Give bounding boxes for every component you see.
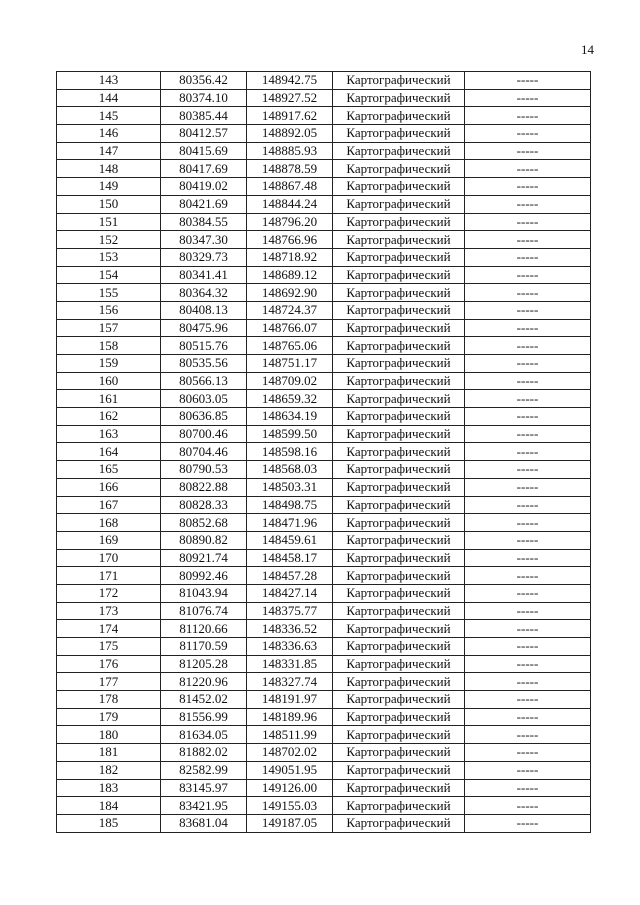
x-coordinate-cell: 80421.69 bbox=[161, 195, 247, 213]
y-coordinate-cell: 148765.06 bbox=[247, 337, 333, 355]
x-coordinate-cell: 81205.28 bbox=[161, 655, 247, 673]
accuracy-cell: ----- bbox=[465, 461, 591, 479]
table-row bbox=[57, 195, 591, 213]
point-number-cell: 170 bbox=[57, 549, 161, 567]
point-number-cell: 176 bbox=[57, 655, 161, 673]
accuracy-cell: ----- bbox=[465, 89, 591, 107]
accuracy-cell: ----- bbox=[465, 301, 591, 319]
table-row bbox=[57, 178, 591, 196]
y-coordinate-cell: 148892.05 bbox=[247, 125, 333, 143]
point-number-cell: 181 bbox=[57, 744, 161, 762]
y-coordinate-cell: 148459.61 bbox=[247, 531, 333, 549]
table-row bbox=[57, 372, 591, 390]
point-number-cell: 172 bbox=[57, 584, 161, 602]
accuracy-cell: ----- bbox=[465, 797, 591, 815]
method-cell: Картографический bbox=[333, 814, 465, 832]
accuracy-cell: ----- bbox=[465, 142, 591, 160]
method-cell: Картографический bbox=[333, 673, 465, 691]
method-cell: Картографический bbox=[333, 549, 465, 567]
y-coordinate-cell: 148457.28 bbox=[247, 567, 333, 585]
y-coordinate-cell: 148327.74 bbox=[247, 673, 333, 691]
accuracy-cell: ----- bbox=[465, 319, 591, 337]
accuracy-cell: ----- bbox=[465, 691, 591, 709]
point-number-cell: 175 bbox=[57, 638, 161, 656]
y-coordinate-cell: 148766.96 bbox=[247, 231, 333, 249]
y-coordinate-cell: 148511.99 bbox=[247, 726, 333, 744]
x-coordinate-cell: 80535.56 bbox=[161, 355, 247, 373]
table-row bbox=[57, 478, 591, 496]
y-coordinate-cell: 148471.96 bbox=[247, 514, 333, 532]
x-coordinate-cell: 80412.57 bbox=[161, 125, 247, 143]
coordinates-table-body bbox=[57, 72, 591, 833]
point-number-cell: 179 bbox=[57, 708, 161, 726]
x-coordinate-cell: 80329.73 bbox=[161, 248, 247, 266]
accuracy-cell: ----- bbox=[465, 708, 591, 726]
accuracy-cell: ----- bbox=[465, 779, 591, 797]
accuracy-cell: ----- bbox=[465, 496, 591, 514]
accuracy-cell: ----- bbox=[465, 107, 591, 125]
y-coordinate-cell: 148568.03 bbox=[247, 461, 333, 479]
accuracy-cell: ----- bbox=[465, 337, 591, 355]
point-number-cell: 152 bbox=[57, 231, 161, 249]
x-coordinate-cell: 80852.68 bbox=[161, 514, 247, 532]
x-coordinate-cell: 80566.13 bbox=[161, 372, 247, 390]
table-row bbox=[57, 814, 591, 832]
x-coordinate-cell: 81220.96 bbox=[161, 673, 247, 691]
x-coordinate-cell: 82582.99 bbox=[161, 761, 247, 779]
point-number-cell: 166 bbox=[57, 478, 161, 496]
table-row bbox=[57, 549, 591, 567]
method-cell: Картографический bbox=[333, 496, 465, 514]
method-cell: Картографический bbox=[333, 461, 465, 479]
point-number-cell: 171 bbox=[57, 567, 161, 585]
point-number-cell: 184 bbox=[57, 797, 161, 815]
table-row bbox=[57, 496, 591, 514]
method-cell: Картографический bbox=[333, 319, 465, 337]
accuracy-cell: ----- bbox=[465, 514, 591, 532]
y-coordinate-cell: 148702.02 bbox=[247, 744, 333, 762]
method-cell: Картографический bbox=[333, 248, 465, 266]
y-coordinate-cell: 148191.97 bbox=[247, 691, 333, 709]
table-row bbox=[57, 89, 591, 107]
x-coordinate-cell: 80415.69 bbox=[161, 142, 247, 160]
method-cell: Картографический bbox=[333, 284, 465, 302]
method-cell: Картографический bbox=[333, 390, 465, 408]
method-cell: Картографический bbox=[333, 107, 465, 125]
x-coordinate-cell: 81452.02 bbox=[161, 691, 247, 709]
x-coordinate-cell: 81634.05 bbox=[161, 726, 247, 744]
x-coordinate-cell: 80828.33 bbox=[161, 496, 247, 514]
method-cell: Картографический bbox=[333, 620, 465, 638]
point-number-cell: 174 bbox=[57, 620, 161, 638]
y-coordinate-cell: 148867.48 bbox=[247, 178, 333, 196]
method-cell: Картографический bbox=[333, 408, 465, 426]
method-cell: Картографический bbox=[333, 72, 465, 90]
y-coordinate-cell: 148336.63 bbox=[247, 638, 333, 656]
accuracy-cell: ----- bbox=[465, 178, 591, 196]
x-coordinate-cell: 80992.46 bbox=[161, 567, 247, 585]
method-cell: Картографический bbox=[333, 761, 465, 779]
method-cell: Картографический bbox=[333, 514, 465, 532]
accuracy-cell: ----- bbox=[465, 531, 591, 549]
accuracy-cell: ----- bbox=[465, 248, 591, 266]
y-coordinate-cell: 148427.14 bbox=[247, 584, 333, 602]
accuracy-cell: ----- bbox=[465, 638, 591, 656]
point-number-cell: 143 bbox=[57, 72, 161, 90]
table-row bbox=[57, 514, 591, 532]
point-number-cell: 148 bbox=[57, 160, 161, 178]
point-number-cell: 155 bbox=[57, 284, 161, 302]
y-coordinate-cell: 148927.52 bbox=[247, 89, 333, 107]
accuracy-cell: ----- bbox=[465, 125, 591, 143]
point-number-cell: 158 bbox=[57, 337, 161, 355]
accuracy-cell: ----- bbox=[465, 602, 591, 620]
y-coordinate-cell: 148331.85 bbox=[247, 655, 333, 673]
table-row bbox=[57, 355, 591, 373]
table-row bbox=[57, 266, 591, 284]
point-number-cell: 144 bbox=[57, 89, 161, 107]
table-row bbox=[57, 620, 591, 638]
y-coordinate-cell: 148189.96 bbox=[247, 708, 333, 726]
point-number-cell: 147 bbox=[57, 142, 161, 160]
table-row bbox=[57, 567, 591, 585]
table-row bbox=[57, 425, 591, 443]
accuracy-cell: ----- bbox=[465, 549, 591, 567]
point-number-cell: 151 bbox=[57, 213, 161, 231]
x-coordinate-cell: 80364.32 bbox=[161, 284, 247, 302]
x-coordinate-cell: 83681.04 bbox=[161, 814, 247, 832]
point-number-cell: 145 bbox=[57, 107, 161, 125]
accuracy-cell: ----- bbox=[465, 390, 591, 408]
table-row bbox=[57, 107, 591, 125]
point-number-cell: 159 bbox=[57, 355, 161, 373]
accuracy-cell: ----- bbox=[465, 443, 591, 461]
point-number-cell: 167 bbox=[57, 496, 161, 514]
accuracy-cell: ----- bbox=[465, 726, 591, 744]
y-coordinate-cell: 148458.17 bbox=[247, 549, 333, 567]
x-coordinate-cell: 80385.44 bbox=[161, 107, 247, 125]
y-coordinate-cell: 148689.12 bbox=[247, 266, 333, 284]
point-number-cell: 149 bbox=[57, 178, 161, 196]
method-cell: Картографический bbox=[333, 178, 465, 196]
x-coordinate-cell: 83145.97 bbox=[161, 779, 247, 797]
y-coordinate-cell: 148599.50 bbox=[247, 425, 333, 443]
accuracy-cell: ----- bbox=[465, 372, 591, 390]
method-cell: Картографический bbox=[333, 89, 465, 107]
method-cell: Картографический bbox=[333, 301, 465, 319]
accuracy-cell: ----- bbox=[465, 160, 591, 178]
accuracy-cell: ----- bbox=[465, 673, 591, 691]
accuracy-cell: ----- bbox=[465, 814, 591, 832]
coordinates-table bbox=[56, 71, 591, 833]
method-cell: Картографический bbox=[333, 337, 465, 355]
method-cell: Картографический bbox=[333, 125, 465, 143]
point-number-cell: 157 bbox=[57, 319, 161, 337]
point-number-cell: 173 bbox=[57, 602, 161, 620]
method-cell: Картографический bbox=[333, 638, 465, 656]
method-cell: Картографический bbox=[333, 372, 465, 390]
x-coordinate-cell: 80704.46 bbox=[161, 443, 247, 461]
point-number-cell: 165 bbox=[57, 461, 161, 479]
table-row bbox=[57, 248, 591, 266]
x-coordinate-cell: 80603.05 bbox=[161, 390, 247, 408]
y-coordinate-cell: 148503.31 bbox=[247, 478, 333, 496]
accuracy-cell: ----- bbox=[465, 284, 591, 302]
y-coordinate-cell: 148917.62 bbox=[247, 107, 333, 125]
x-coordinate-cell: 81556.99 bbox=[161, 708, 247, 726]
table-row bbox=[57, 584, 591, 602]
x-coordinate-cell: 80475.96 bbox=[161, 319, 247, 337]
x-coordinate-cell: 80890.82 bbox=[161, 531, 247, 549]
method-cell: Картографический bbox=[333, 655, 465, 673]
x-coordinate-cell: 81170.59 bbox=[161, 638, 247, 656]
table-row bbox=[57, 761, 591, 779]
table-row bbox=[57, 408, 591, 426]
table-row bbox=[57, 319, 591, 337]
y-coordinate-cell: 149051.95 bbox=[247, 761, 333, 779]
point-number-cell: 185 bbox=[57, 814, 161, 832]
method-cell: Картографический bbox=[333, 160, 465, 178]
table-row bbox=[57, 655, 591, 673]
point-number-cell: 154 bbox=[57, 266, 161, 284]
point-number-cell: 156 bbox=[57, 301, 161, 319]
table-row bbox=[57, 673, 591, 691]
y-coordinate-cell: 148885.93 bbox=[247, 142, 333, 160]
table-row bbox=[57, 638, 591, 656]
accuracy-cell: ----- bbox=[465, 620, 591, 638]
y-coordinate-cell: 148878.59 bbox=[247, 160, 333, 178]
table-row bbox=[57, 726, 591, 744]
table-row bbox=[57, 142, 591, 160]
method-cell: Картографический bbox=[333, 531, 465, 549]
method-cell: Картографический bbox=[333, 584, 465, 602]
y-coordinate-cell: 149155.03 bbox=[247, 797, 333, 815]
point-number-cell: 182 bbox=[57, 761, 161, 779]
method-cell: Картографический bbox=[333, 478, 465, 496]
x-coordinate-cell: 81076.74 bbox=[161, 602, 247, 620]
accuracy-cell: ----- bbox=[465, 195, 591, 213]
point-number-cell: 164 bbox=[57, 443, 161, 461]
table-row bbox=[57, 602, 591, 620]
table-row bbox=[57, 301, 591, 319]
x-coordinate-cell: 80374.10 bbox=[161, 89, 247, 107]
method-cell: Картографический bbox=[333, 425, 465, 443]
y-coordinate-cell: 148796.20 bbox=[247, 213, 333, 231]
method-cell: Картографический bbox=[333, 355, 465, 373]
table-row bbox=[57, 443, 591, 461]
x-coordinate-cell: 80515.76 bbox=[161, 337, 247, 355]
point-number-cell: 150 bbox=[57, 195, 161, 213]
y-coordinate-cell: 149126.00 bbox=[247, 779, 333, 797]
y-coordinate-cell: 148751.17 bbox=[247, 355, 333, 373]
table-row bbox=[57, 779, 591, 797]
point-number-cell: 168 bbox=[57, 514, 161, 532]
table-row bbox=[57, 284, 591, 302]
table-row bbox=[57, 231, 591, 249]
accuracy-cell: ----- bbox=[465, 761, 591, 779]
y-coordinate-cell: 148844.24 bbox=[247, 195, 333, 213]
method-cell: Картографический bbox=[333, 142, 465, 160]
method-cell: Картографический bbox=[333, 602, 465, 620]
method-cell: Картографический bbox=[333, 726, 465, 744]
accuracy-cell: ----- bbox=[465, 584, 591, 602]
point-number-cell: 180 bbox=[57, 726, 161, 744]
y-coordinate-cell: 148336.52 bbox=[247, 620, 333, 638]
accuracy-cell: ----- bbox=[465, 355, 591, 373]
x-coordinate-cell: 81120.66 bbox=[161, 620, 247, 638]
accuracy-cell: ----- bbox=[465, 72, 591, 90]
y-coordinate-cell: 148718.92 bbox=[247, 248, 333, 266]
table-row bbox=[57, 125, 591, 143]
table-row bbox=[57, 72, 591, 90]
table-row bbox=[57, 531, 591, 549]
y-coordinate-cell: 149187.05 bbox=[247, 814, 333, 832]
y-coordinate-cell: 148942.75 bbox=[247, 72, 333, 90]
point-number-cell: 163 bbox=[57, 425, 161, 443]
method-cell: Картографический bbox=[333, 691, 465, 709]
x-coordinate-cell: 80790.53 bbox=[161, 461, 247, 479]
y-coordinate-cell: 148692.90 bbox=[247, 284, 333, 302]
method-cell: Картографический bbox=[333, 231, 465, 249]
accuracy-cell: ----- bbox=[465, 231, 591, 249]
x-coordinate-cell: 80341.41 bbox=[161, 266, 247, 284]
x-coordinate-cell: 80921.74 bbox=[161, 549, 247, 567]
method-cell: Картографический bbox=[333, 567, 465, 585]
table-row bbox=[57, 337, 591, 355]
point-number-cell: 153 bbox=[57, 248, 161, 266]
table-row bbox=[57, 691, 591, 709]
table-row bbox=[57, 744, 591, 762]
y-coordinate-cell: 148498.75 bbox=[247, 496, 333, 514]
accuracy-cell: ----- bbox=[465, 655, 591, 673]
y-coordinate-cell: 148634.19 bbox=[247, 408, 333, 426]
method-cell: Картографический bbox=[333, 797, 465, 815]
table-row bbox=[57, 160, 591, 178]
table-row bbox=[57, 213, 591, 231]
method-cell: Картографический bbox=[333, 708, 465, 726]
x-coordinate-cell: 80822.88 bbox=[161, 478, 247, 496]
page-number: 14 bbox=[581, 42, 594, 57]
point-number-cell: 178 bbox=[57, 691, 161, 709]
accuracy-cell: ----- bbox=[465, 744, 591, 762]
point-number-cell: 146 bbox=[57, 125, 161, 143]
table-row bbox=[57, 797, 591, 815]
y-coordinate-cell: 148709.02 bbox=[247, 372, 333, 390]
x-coordinate-cell: 80419.02 bbox=[161, 178, 247, 196]
x-coordinate-cell: 80700.46 bbox=[161, 425, 247, 443]
point-number-cell: 169 bbox=[57, 531, 161, 549]
method-cell: Картографический bbox=[333, 266, 465, 284]
y-coordinate-cell: 148766.07 bbox=[247, 319, 333, 337]
accuracy-cell: ----- bbox=[465, 213, 591, 231]
accuracy-cell: ----- bbox=[465, 425, 591, 443]
point-number-cell: 177 bbox=[57, 673, 161, 691]
x-coordinate-cell: 80347.30 bbox=[161, 231, 247, 249]
point-number-cell: 183 bbox=[57, 779, 161, 797]
y-coordinate-cell: 148375.77 bbox=[247, 602, 333, 620]
x-coordinate-cell: 80408.13 bbox=[161, 301, 247, 319]
x-coordinate-cell: 81043.94 bbox=[161, 584, 247, 602]
table-row bbox=[57, 708, 591, 726]
table-row bbox=[57, 390, 591, 408]
y-coordinate-cell: 148724.37 bbox=[247, 301, 333, 319]
point-number-cell: 160 bbox=[57, 372, 161, 390]
method-cell: Картографический bbox=[333, 213, 465, 231]
method-cell: Картографический bbox=[333, 443, 465, 461]
x-coordinate-cell: 80636.85 bbox=[161, 408, 247, 426]
x-coordinate-cell: 80356.42 bbox=[161, 72, 247, 90]
table-row bbox=[57, 461, 591, 479]
point-number-cell: 161 bbox=[57, 390, 161, 408]
y-coordinate-cell: 148659.32 bbox=[247, 390, 333, 408]
method-cell: Картографический bbox=[333, 195, 465, 213]
accuracy-cell: ----- bbox=[465, 478, 591, 496]
accuracy-cell: ----- bbox=[465, 408, 591, 426]
method-cell: Картографический bbox=[333, 744, 465, 762]
x-coordinate-cell: 81882.02 bbox=[161, 744, 247, 762]
x-coordinate-cell: 80417.69 bbox=[161, 160, 247, 178]
accuracy-cell: ----- bbox=[465, 266, 591, 284]
method-cell: Картографический bbox=[333, 779, 465, 797]
accuracy-cell: ----- bbox=[465, 567, 591, 585]
point-number-cell: 162 bbox=[57, 408, 161, 426]
y-coordinate-cell: 148598.16 bbox=[247, 443, 333, 461]
x-coordinate-cell: 83421.95 bbox=[161, 797, 247, 815]
x-coordinate-cell: 80384.55 bbox=[161, 213, 247, 231]
